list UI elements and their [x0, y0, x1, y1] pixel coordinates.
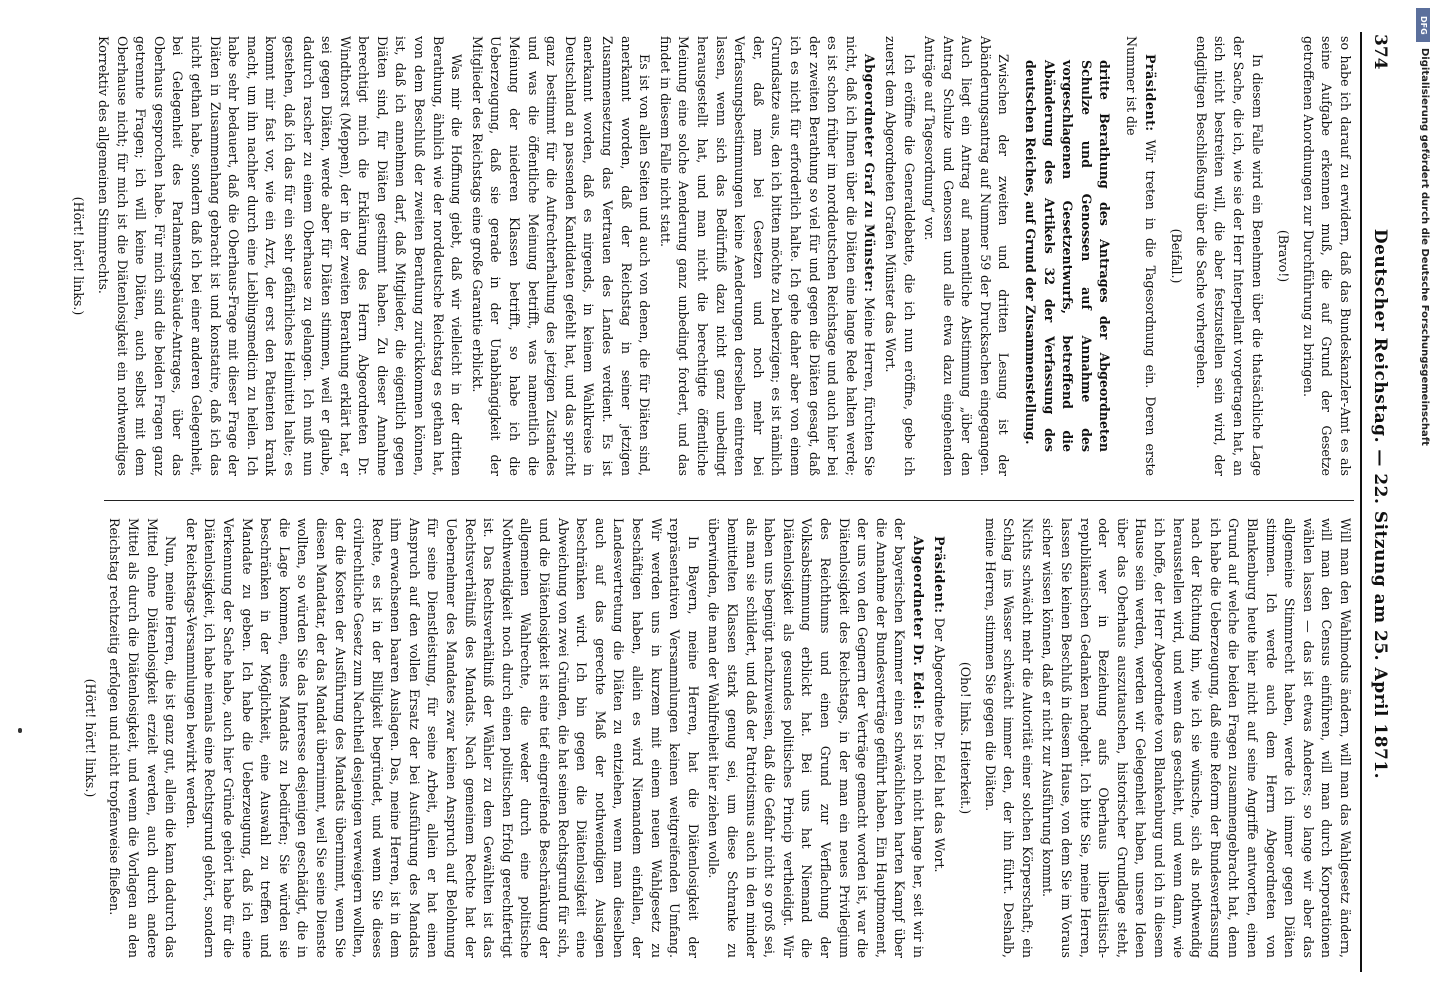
speaker-name: Präsident:	[1142, 54, 1158, 132]
body-paragraph: Nichts schwächt mehr die Autorität einer solchen Körperschaft; ein Schlag ins Wasser schwächt immer den, der ihn führt. Deshalb, meine Herren, stimmen Sie gegen die Diäten.	[982, 518, 1035, 958]
speech-paragraph	[1121, 36, 1158, 476]
page-header	[1364, 34, 1390, 974]
stage-direction: (Hört! hört! links.)	[82, 678, 98, 798]
body-paragraph: Nun, meine Herren, die ist ganz gut, allein die kann dadurch das Mittel ohne Diätenlosigkeit erzielt werden, auch durch andere Mittel als durch die Diätenlosigkeit, und wenn die Vorlagen an den Reichstag rechtzeitig erfolgen und nicht tropfenweise fließen.	[107, 518, 179, 958]
speech-paragraph	[929, 518, 948, 958]
speaker-name: Abgeordneter Dr. Edel:	[910, 536, 926, 710]
speaker-name: Abgeordneter Graf zu Münster:	[862, 54, 878, 293]
stage-direction: (Beifall.)	[1169, 228, 1185, 284]
left-column	[61, 36, 1354, 476]
column-divider	[104, 500, 1354, 501]
header-rule	[1360, 32, 1362, 972]
stage-direction: (Hört! hört! links.)	[71, 196, 87, 316]
speech-text: Der Abgeordnete Dr. Edel hat das Wort.	[931, 613, 947, 873]
page-number: 374	[1370, 34, 1390, 70]
speech-paragraph	[704, 518, 927, 958]
scan-speck	[18, 728, 22, 733]
right-column	[72, 518, 1354, 958]
body-paragraph: Was mir die Hoffnung giebt, daß wir vielleicht in der dritten Berathung, ähnlich wie der norddeutsche Reichstag es gethan hat, von dem Beschluß der zweiten Berathung zurückkommen können, ist, daß ich annehmen darf, daß Mitglieder, die eigentlich gegen Diäten sind, für Diäten gestimmt haben. Zu dieser Annahme berechtigt mich die Erklärung des Herrn Abgeordneten Dr. Windthorst (Meppen), der in der zweiten Berathung erklärt hat, er sei gegen Diäten, werde aber für Diäten stimmen, weil er glaube, dadurch rascher zu einem Oberhause zu gelangen. Ich muß nun gestehen, daß ich das für ein sehr gefährliches Heilmittel halte; es kommt mir fast vor, wie ein Arzt, der erst den Patienten krank macht, um ihn nachher durch eine Lieblingsmedicin zu heilen. Ich habe sehr bedauert, daß die Oberhaus-Frage mit dieser Frage der Diäten in Zusammenhang gebracht ist und konstatire, daß ich das nicht gethan habe, sondern daß ich bei einer anderen Gelegenheit, bei Gelegenheit des Parlamentsgebäude-Antrages, über das Oberhaus gesprochen habe. Für mich sind die beiden Fragen ganz getrennte Fragen; ich will keine Diäten, auch selbst mit dem Oberhause nicht; für mich ist die Diätenlosigkeit ein nothwendiges Korrektiv des allgemeinen Stimmrechts.	[96, 36, 465, 476]
body-paragraph: Ich eröffne die Generaldebatte, die ich nun eröffne, gebe ich zuerst dem Abgeordneten Grafen Münster das Wort.	[882, 36, 917, 476]
body-paragraph: so habe ich darauf zu erwidern, daß das Bundeskanzler-Amt es als seine Aufgabe erkennen muß, die auf Grund der Gesetze getroffenen Anordnungen zur Durchführung zu bringen.	[1300, 36, 1353, 476]
digitization-credit: Digitalisierung gefördert durch die Deutsche Forschungsgemeinschaft	[1419, 48, 1430, 446]
speaker-name: Präsident:	[931, 536, 947, 614]
stage-direction: (Bravo!)	[1276, 229, 1292, 283]
agenda-item: dritte Berathung des Antrages der Abgeordneten Schulze und Genossen auf Annahme des vorgeschlagenen Gesetzentwurfs, betreffend die Abänderung des Artikels 32 der Verfassung des deutschen Reiches, auf Grund der Zusammenstellung.	[1023, 60, 1113, 452]
dfg-logo: DFG	[1416, 8, 1430, 42]
speech-text: Meine Herren, fürchten Sie nicht, daß ich Ihnen über die Diäten eine lange Rede halten werde; es ist schon früher im norddeutschen Reichstage und auch hier bei der zweiten Berathung so viel für und gegen die Diäten gesagt, daß ich es nicht für erforderlich halte. Ich gehe daher aber von einem Grundsatze aus, den ich bitten möchte zu beherzigen; es ist nämlich der, daß man bei Gesetzen und noch mehr bei Verfassungsbestimmungen keine Aenderungen derselben eintreten lassen, wenn sich das Bedürfniß dazu nicht ganz unbedingt herausgestellt hat, und man nicht die berechtigte öffentliche Meinung eine solche Aenderung ganz unbedingt fordert, und das findet in diesem Falle nicht statt.	[657, 36, 878, 476]
speech-text: Wir treten in die Tagesordnung ein. Deren erste Nummer ist die	[1124, 36, 1158, 476]
speech-paragraph	[655, 36, 878, 476]
body-paragraph: In diesem Falle wird ein Benehmen über die thatsächliche Lage der Sache, die ich, wie sie der Herr Interpellant vorgetragen hat, an sich nicht bestreiten will, die aber festzustellen sein wird, der endgiltigen Beschließung über die Sache vorhergehen.	[1193, 36, 1265, 476]
speech-text: Es ist noch nicht lange her, seit wir in der bayerischen Kammer einen schwächlichen harten Kampf über die Annahme der Bundesverträge geführt haben. Ein Hauptmoment, der uns von den Gegnern der Verträge gemacht worden ist, war die Diätenlosigkeit des Reichstags, in der man ein neues Privilegium des Reichthums und einen Grund zur Verflachung der Volksabstimmung erblickt hat. Bei uns hat Niemand die Diätenlosigkeit als gesundes politisches Princip vertheidigt. Wir haben uns begnügt nachzuweisen, daß die Gefahr nicht so groß sei, als man sie schildert, und daß der Patriotismus auch in den minder bemittelten Klassen stark genug sei, um diese Schranke zu überwinden, die man der Wahlfreiheit hier ziehen wolle.	[706, 518, 926, 958]
body-paragraph: Zwischen der zweiten und dritten Lesung ist der Abänderungsantrag auf Nummer 59 der Drucksachen eingegangen. Auch liegt ein Antrag auf namentliche Abstimmung „über den Antrag Schulze und Genossen und alle etwa dazu eingehenden Anträge auf Tagesordnung“ vor.	[922, 36, 1012, 476]
body-paragraph: In Bayern, meine Herren, hat die Diätenlosigkeit der repräsentativen Versammlungen keinen weitgreifenden Umfang. Wir werden uns in kurzem mit einem neuen Wahlgesetz zu beschäftigen haben, allein es wird Niemandem einfallen, der Landesvertretung die Diäten zu entziehen, wenn man dieselben auch auf das gerechte Maß der nothwendigen Auslagen beschränken wird. Ich bin gegen die Diätenlosigkeit eine Abweichung von zwei Gründen, die hat seinen Rechtsgrund für sich, und die Diätenlosigkeit ist eine tief eingreifende Beschränkung der allgemeinen Wahlrechte, die weder durch eine politische Nothwendigkeit noch durch einen politischen Erfolg gerechtfertigt ist. Das Rechtsverhältniß der Wähler zu dem Gewählten ist das Rechtsverhältniß des Mandats. Nach gemeinem Rechte hat der Uebernehmer des Mandates zwar keinen Anspruch auf Belohnung für seine Dienstleistung, für seine Arbeit, allein er hat einen Anspruch auf den vollen Ersatz der bei Ausführung des Mandats ihm erwachsenen baaren Auslagen. Das, meine Herren, ist in dem Rechte, es ist in der Billigkeit begründet, und wenn Sie dieses civilrechtliche Gesetz zum Nachtheil desjenigen verweigern wollten, der die Kosten der Ausführung des Mandats übernimmt, wenn Sie diesen Mandatar, der das Mandat übernimmt, weil Sie seine Dienste wollten, so würden Sie das Interesse desjenigen geschädigt, die in die Lage kommen, eines Mandats zu bedürfen; Sie würden sie beschränken in der Möglichkeit, eine Auswahl zu treffen und Mandate zu geben. Ich habe die Ueberzeugung, daß ich eine Verkennung der Sache habe, auch hier Gründe gehört habe für die Diätenlosigkeit, ich habe niemals eine Rechtsgrund gehört, sondern der Reichstags-Versammlungen bewirkt werden.	[183, 518, 701, 958]
body-paragraph: Es ist von allen Seiten und auch von denen, die für Diäten sind, anerkannt worden, daß der Reichstag in seiner jetzigen Zusammensetzung das Vertrauen des Landes verdient. Es ist anerkannt worden, daß es nirgends, in keinem Wahlkreise in Deutschland an passenden Kandidaten gefehlt hat, und das spricht ganz bestimmt für die Aufrechterhaltung des jetzigen Zustandes und was die öffentliche Meinung betrifft, was namentlich die Meinung der niederen Klassen betrifft, so habe ich die Ueberzeugung, daß sie gerade in der Unabhängigkeit der Mitglieder des Reichstags eine große Garantie erblickt.	[469, 36, 653, 476]
stage-direction: (Oho! links. Heiterkeit.)	[958, 661, 974, 815]
body-paragraph: Will man den Wahlmodus ändern, will man das Wahlgesetz ändern, will man den Census einführen, will man durch Korporationen wählen lassen — das ist etwas Anderes; so lange wir aber das allgemeine Stimmrecht haben, werde ich immer gegen Diäten stimmen. Ich werde auch dem Herrn Abgeordneten von Blankenburg heute hier nicht auf seine Angriffe antworten, einen Grund auf welche die beiden Fragen zusammengebracht hat, denn ich habe die Ueberzeugung, daß eine Reform der Bundesverfassung nach der Richtung hin, wie ich sie wünsche, sich als nothwendig herausstellen wird, und wenn das geschieht, und wenn dann, wie ich hoffe, der Herr Abgeordnete von Blankenburg und ich in diesem Hause sein werden, werden wir Gelegenheit haben, unsere Ideen über das Oberhaus auszutauschen, historischer Grundlage steht, oder wer in Beziehung aufs Oberhaus liberalistisch-republikanischen Gedanken nachgeht. Ich bitte Sie, meine Herren, lassen Sie keinen Beschluß in diesem Hause, von dem Sie im Voraus sicher wissen können, daß er nicht zur Ausführung kommt.	[1040, 518, 1353, 958]
document-page	[60, 22, 1400, 982]
running-title: Deutscher Reichstag. — 22. Sitzung am 25. April 1871.	[1370, 228, 1390, 780]
